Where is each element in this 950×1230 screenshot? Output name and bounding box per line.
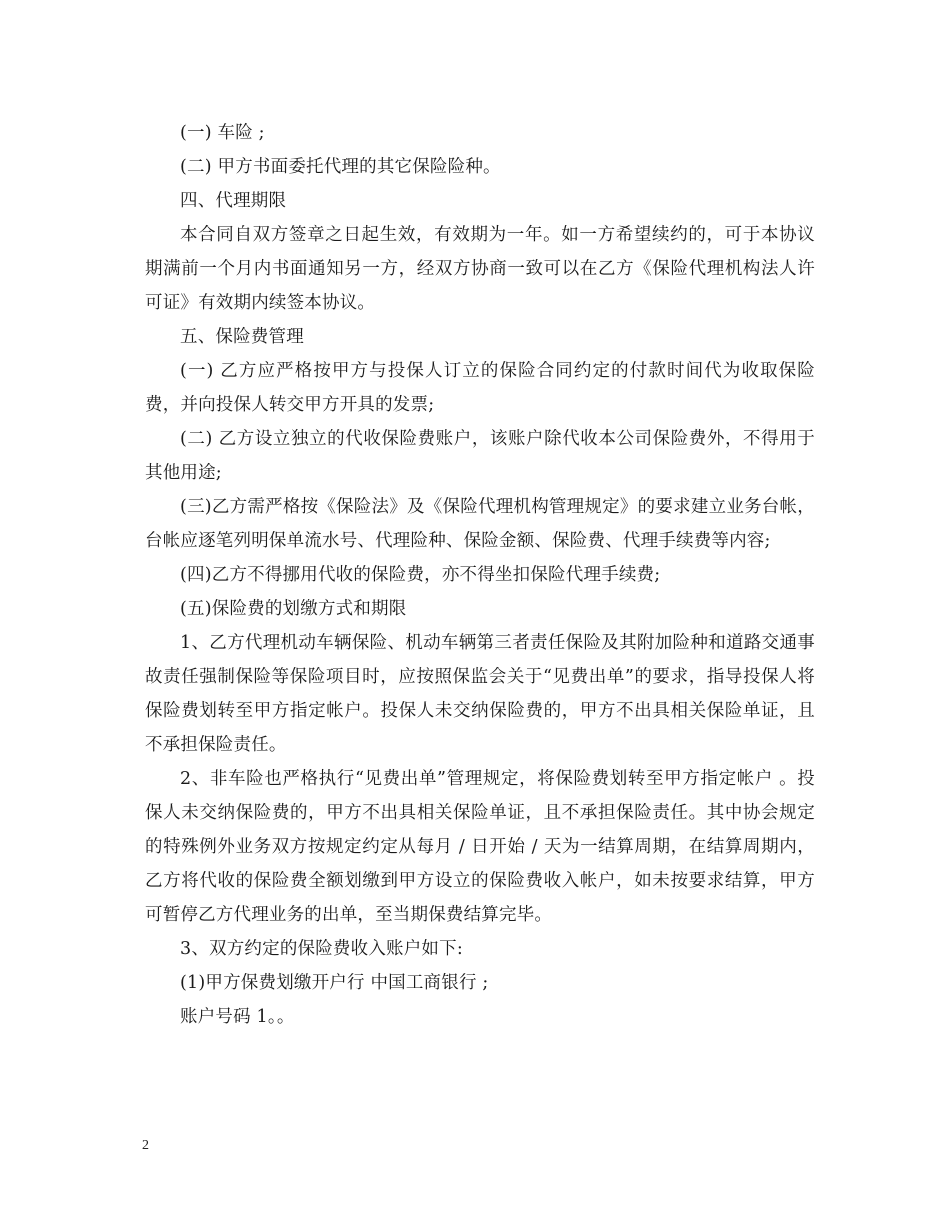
page-number: 2 — [142, 1138, 149, 1153]
paragraph-premium-2: (二) 乙方设立独立的代收保险费账户，该账户除代收本公司保险费外，不得用于其他用途; — [145, 429, 815, 483]
paragraph-clause-1: 1、乙方代理机动车辆保险、机动车辆第三者责任保险及其附加险种和道路交通事故责任强制保险等保险项目时，应按照保监会关于“见费出单”的要求，指导投保人将保险费划转至甲方指定帐户。投保人未交纳保险费的，甲方不出具相关保险单证，且不承担保险责任。 — [145, 633, 815, 755]
paragraph-agency-term: 本合同自双方签章之日起生效，有效期为一年。如一方希望续约的，可于本协议期满前一个月内书面通知另一方，经双方协商一致可以在乙方《保险代理机构法人许可证》有效期内续签本协议。 — [145, 225, 815, 313]
paragraph-account-number: 账户号码 1。。 — [180, 1007, 295, 1027]
document-body — [145, 116, 815, 1034]
paragraph-premium-4: (四)乙方不得挪用代收的保险费，亦不得坐扣保险代理手续费; — [180, 565, 661, 585]
paragraph-premium-5: (五)保险费的划缴方式和期限 — [180, 599, 407, 619]
paragraph-premium-3: (三)乙方需严格按《保险法》及《保险代理机构管理规定》的要求建立业务台帐，台帐应逐笔列明保单流水号、代理险种、保险金额、保险费、代理手续费等内容; — [145, 497, 815, 551]
paragraph-clause-2: 2、非车险也严格执行“见费出单”管理规定，将保险费划转至甲方指定帐户 。投保人未交纳保险费的，甲方不出具相关保险单证，且不承担保险责任。其中协会规定的特殊例外业务双方按规定约定从每月 / 日开始 / 天为一结算周期，在结算周期内，乙方将代收的保险费全额划缴到甲方设立的保险费收入帐户，如未按要求结算，甲方可暂停乙方代理业务的出单，至当期保费结算完毕。 — [145, 769, 815, 925]
paragraph-item-1: (一) 车险 ; — [180, 123, 265, 143]
paragraph-clause-3: 3、双方约定的保险费收入账户如下: — [180, 939, 463, 959]
paragraph-premium-1: (一) 乙方应严格按甲方与投保人订立的保险合同约定的付款时间代为收取保险费，并向投保人转交甲方开具的发票; — [145, 361, 815, 415]
section-heading-premium-management: 五、保险费管理 — [180, 327, 304, 347]
paragraph-item-2: (二) 甲方书面委托代理的其它保险险种。 — [180, 157, 501, 177]
section-heading-agency-term: 四、代理期限 — [180, 191, 287, 211]
paragraph-bank: (1)甲方保费划缴开户行 中国工商银行 ; — [180, 973, 489, 993]
